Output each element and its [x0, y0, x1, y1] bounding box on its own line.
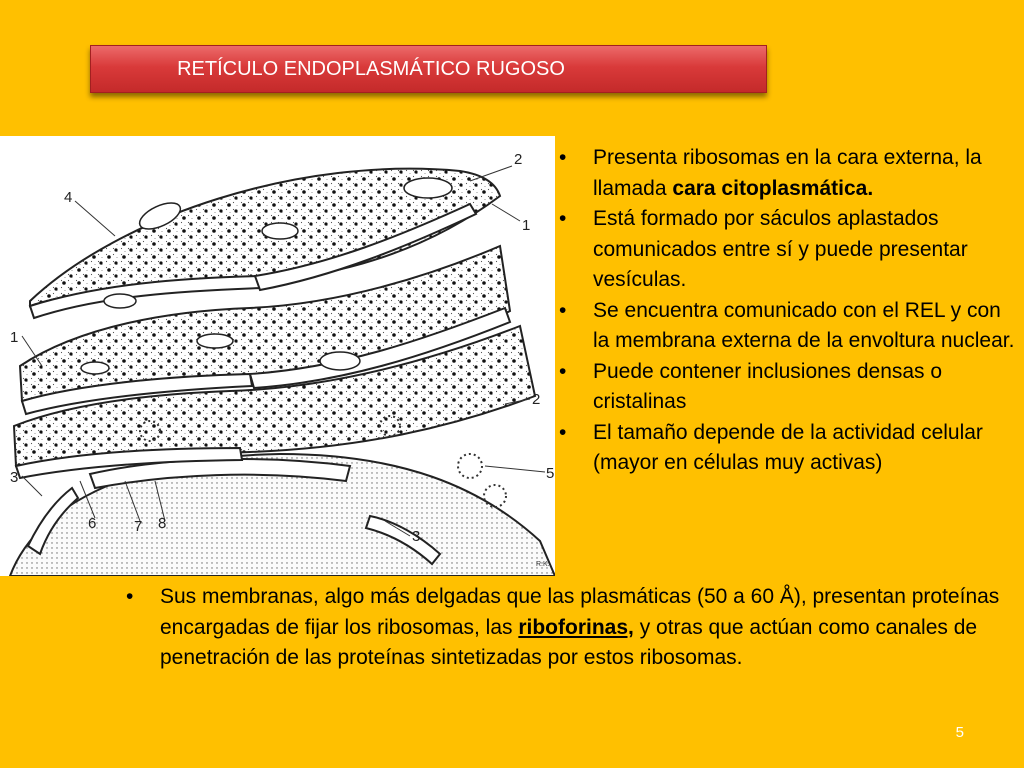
figure-label: 1	[522, 217, 531, 234]
figure-label: 2	[532, 391, 541, 408]
fenestration	[104, 294, 136, 308]
list-item: • Puede contener inclusiones densas o cristalinas	[556, 357, 1016, 418]
list-item: • Se encuentra comunicado con el REL y con la membrana externa de la envoltura nuclear.	[556, 296, 1016, 357]
figure-label: 6	[88, 515, 97, 532]
list-item: • Está formado por sáculos aplastados comunicados entre sí y puede presentar vesículas.	[556, 204, 1016, 296]
list-item: • Presenta ribosomas en la cara externa, la llamada cara citoplasmática.	[556, 143, 1016, 204]
fenestration	[404, 178, 452, 198]
figure-label: 5	[546, 465, 555, 482]
page-number: 5	[955, 724, 964, 741]
figure-label: 7	[134, 518, 143, 535]
slide-title: RETÍCULO ENDOPLASMÁTICO RUGOSO	[177, 57, 565, 80]
rer-drawing	[0, 136, 555, 576]
figure-label: 3	[412, 528, 421, 545]
fenestration	[197, 334, 233, 348]
bottom-bullet-list	[123, 582, 1003, 674]
figure-label: 3	[10, 469, 19, 486]
polysome	[458, 454, 482, 478]
figure-signature: R.K.	[536, 561, 550, 568]
polysome	[484, 485, 506, 507]
figure-label: 1	[10, 329, 19, 346]
figure-label: 8	[158, 515, 167, 532]
list-item: • El tamaño depende de la actividad celular (mayor en células muy activas)	[556, 418, 1016, 479]
list-item: • Sus membranas, algo más delgadas que las plasmáticas (50 a 60 Å), presentan proteínas encargadas de fijar los ribosomas, las riboforinas, y otras que actúan como canales de penetración de las proteínas sintetizadas por estos ribosomas.	[123, 582, 1003, 674]
riboforinas-term: riboforinas,	[518, 615, 634, 639]
side-bullet-list	[556, 143, 1016, 479]
fenestration	[81, 362, 109, 374]
fenestration	[262, 223, 298, 239]
fenestration	[320, 352, 360, 370]
figure-label: 2	[514, 151, 523, 168]
figure-label: 4	[64, 189, 73, 206]
title-banner	[90, 45, 767, 93]
rer-illustration	[0, 136, 555, 576]
